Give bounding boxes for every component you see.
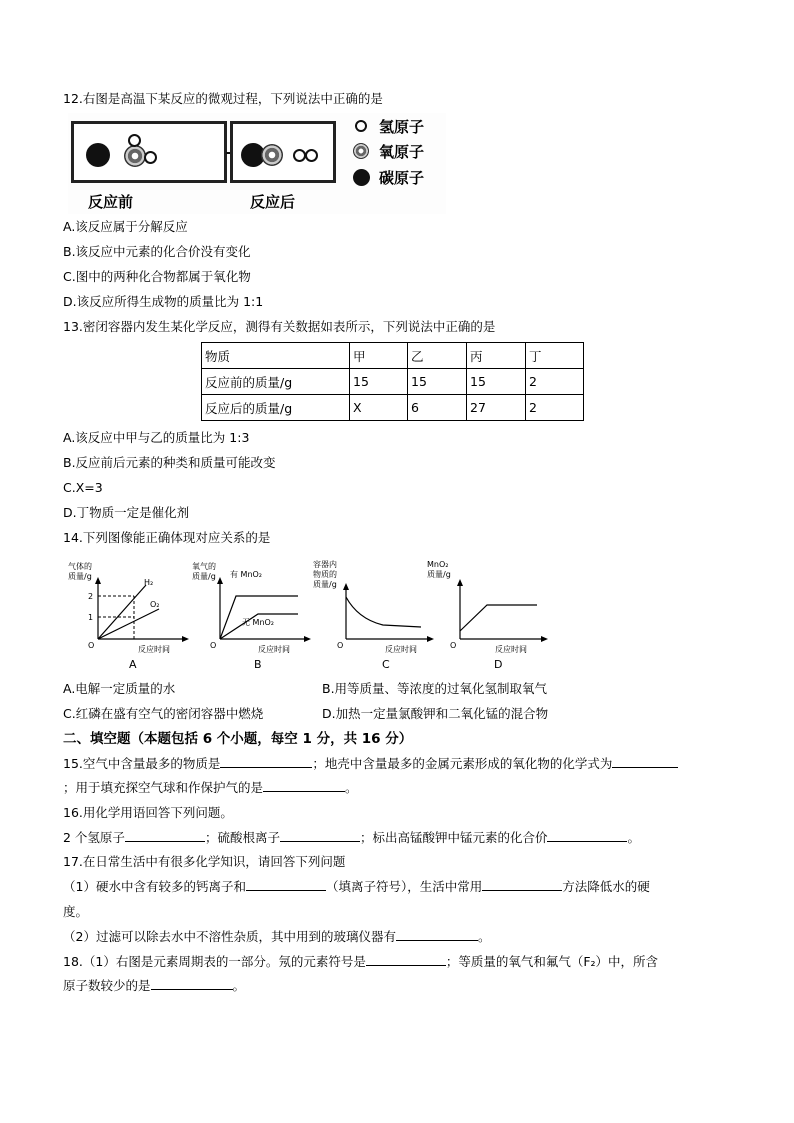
answer-blank[interactable] [263,779,345,792]
graph-a-o2-label: O₂ [150,600,160,609]
table-cell: 27 [467,395,526,421]
graph-a-xlabel: 反应时间 [138,645,170,654]
section2-title: 二、填空题（本题包括 6 个小题，每空 1 分，共 16 分） [63,731,413,747]
graph-a-ylabel: 气体的 [68,562,92,571]
q13-option-b: B.反应前后元素的种类和质量可能改变 [63,455,276,470]
graph-b-tag: B [254,658,262,671]
answer-blank[interactable] [396,928,478,941]
q16-text: 。 [627,830,640,845]
legend-hydrogen-icon [355,120,367,132]
graph-b-ylabel: 质量/g [192,572,216,581]
q16-stem: 16.用化学用语回答下列问题。 [63,805,233,820]
graph-b [190,557,315,675]
graph-b-xlabel: 反应时间 [258,645,290,654]
q12-reaction-diagram [68,113,446,214]
table-row [202,395,584,421]
answer-blank[interactable] [151,977,233,990]
q15-line1 [63,755,678,773]
q13-option-d: D.丁物质一定是催化剂 [63,505,190,520]
q16-text: ；硫酸根离子 [204,830,280,845]
graph-c-ylabel: 质量/g [313,580,337,589]
graph-c-origin: O [337,641,344,650]
answer-blank[interactable] [366,953,446,966]
hydrogen-atom [305,149,318,162]
q12-option-b: B.该反应中元素的化合价没有变化 [63,244,251,259]
answer-blank[interactable] [280,829,360,842]
oxygen-atom [124,145,146,167]
graph-b-ylabel: 氧气的 [192,562,216,571]
q17-p2 [63,928,490,946]
legend-carbon-icon [353,169,370,186]
hydrogen-atom [128,134,141,147]
hydrogen-atom [144,151,157,164]
q13-option-c: C.X=3 [63,480,103,495]
graph-d-xlabel: 反应时间 [495,645,527,654]
carbon-atom [86,143,110,167]
legend-carbon: 碳原子 [379,169,425,187]
mno2-line [460,605,537,631]
q17-text: （填离子符号），生活中常用 [325,879,483,894]
graph-c [313,557,438,675]
q17-p1b: 度。 [63,904,89,919]
table-cell: 物质 [202,343,350,369]
answer-blank[interactable] [547,829,627,842]
oxygen-atom [261,144,283,166]
table-cell: 15 [467,369,526,395]
before-box [71,121,227,183]
graph-a-origin: O [88,641,95,650]
q12-option-a: A.该反应属于分解反应 [63,219,188,234]
answer-blank[interactable] [125,829,205,842]
q15-text: 。 [345,780,358,795]
table-cell: 反应前的质量/g [202,369,350,395]
graph-c-ylabel: 容器内 [313,560,337,569]
q13-mass-table [201,342,584,421]
table-row [202,369,584,395]
q14-option-c: C.红磷在盛有空气的密闭容器中燃烧 [63,706,264,721]
graph-c-xlabel: 反应时间 [385,645,417,654]
table-cell: 2 [526,395,584,421]
answer-blank[interactable] [482,878,562,891]
after-box [230,121,336,183]
q13-option-a: A.该反应中甲与乙的质量比为 1:3 [63,430,250,445]
before-label: 反应前 [88,193,134,211]
graph-b-origin: O [210,641,217,650]
table-cell: 反应后的质量/g [202,395,350,421]
q18-text: 。 [232,978,246,993]
after-label: 反应后 [250,193,296,211]
answer-blank[interactable] [612,755,678,768]
q13-stem: 13.密闭容器内发生某化学反应，测得有关数据如表所示，下列说法中正确的是 [63,319,496,334]
legend-hydrogen: 氢原子 [379,118,425,136]
q14-option-b: B.用等质量、等浓度的过氧化氢制取氧气 [322,681,548,696]
table-cell: X [350,395,408,421]
table-cell: 2 [526,369,584,395]
o2-line [98,609,159,639]
q12-stem: 12.右图是高温下某反应的微观过程，下列说法中正确的是 [63,91,383,106]
q18-text: ；等质量的氧气和氟气（F₂）中，所含 [445,954,659,969]
table-header-row [202,343,584,369]
q14-option-d: D.加热一定量氯酸钾和二氧化锰的混合物 [322,706,549,721]
q17-text: （1）硬水中含有较多的钙离子和 [63,879,246,894]
q12-option-d: D.该反应所得生成物的质量比为 1:1 [63,294,264,309]
table-cell: 15 [350,369,408,395]
q12-option-c: C.图中的两种化合物都属于氧化物 [63,269,251,284]
q17-text: 。 [477,929,491,944]
graph-d-tag: D [494,658,503,671]
answer-blank[interactable] [246,878,326,891]
q18-line2 [63,977,245,995]
table-cell: 丙 [467,343,526,369]
q15-text: 15.空气中含量最多的物质是 [63,756,221,771]
graph-a-tick: 1 [88,613,94,622]
graph-d-ylabel: MnO₂ [427,560,449,569]
graph-c-tag: C [382,658,390,671]
graph-a-tick: 2 [88,592,94,601]
table-cell: 15 [408,369,467,395]
graph-a [64,557,189,675]
graph-a-h2-label: H₂ [144,578,154,587]
graph-c-ylabel: 物质的 [313,570,337,579]
graph-d-ylabel: 质量/g [427,570,451,579]
table-cell: 丁 [526,343,584,369]
table-cell: 6 [408,395,467,421]
graph-a-ylabel: 质量/g [68,572,92,581]
q18-text: 原子数较少的是 [63,978,151,993]
legend-oxygen-icon [353,143,369,159]
q18-line1 [63,953,658,971]
graph-d [427,557,552,675]
q17-stem: 17.在日常生活中有很多化学知识，请回答下列问题 [63,854,346,869]
q18-text: 18.（1）右图是元素周期表的一部分。氖的元素符号是 [63,954,366,969]
q14-stem: 14.下列图像能正确体现对应关系的是 [63,530,271,545]
q16-text: 2 个氢原子 [63,830,125,845]
table-cell: 甲 [350,343,408,369]
graph-a-tag: A [129,658,137,671]
q16-line [63,829,640,847]
q16-text: ；标出高锰酸钾中锰元素的化合价 [359,830,548,845]
q17-p1 [63,878,650,896]
table-cell: 乙 [408,343,467,369]
graph-b-line1-label: 有 MnO₂ [230,570,263,579]
graph-d-origin: O [450,641,457,650]
q15-line2 [63,779,358,797]
q15-text: ；用于填充探空气球和作保护气的是 [63,780,264,795]
graph-b-line2-label: 无 MnO₂ [242,618,275,627]
q17-text: 方法降低水的硬 [562,879,650,894]
legend-oxygen: 氧原子 [379,143,425,161]
q14-option-a: A.电解一定质量的水 [63,681,176,696]
h2-line [98,585,146,639]
answer-blank[interactable] [220,755,312,768]
q17-text: （2）过滤可以除去水中不溶性杂质，其中用到的玻璃仪器有 [63,929,396,944]
mass-curve [346,597,421,627]
q15-text: ；地壳中含量最多的金属元素形成的氧化物的化学式为 [312,756,613,771]
